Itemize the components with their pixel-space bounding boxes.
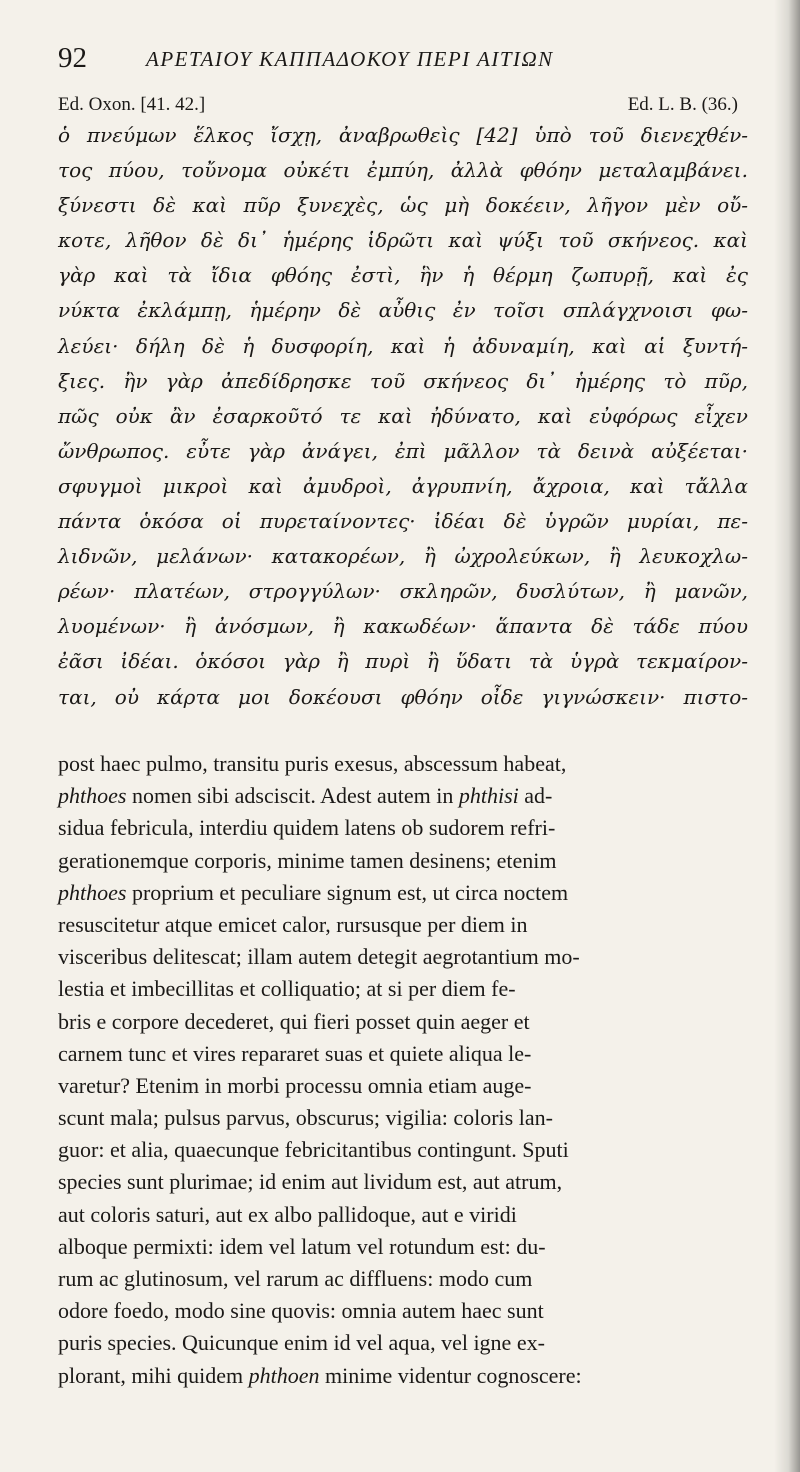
running-head xyxy=(58,40,748,80)
latin-text-line xyxy=(58,1038,734,1070)
latin-text-segment: scunt mala; pulsus parvus, obscurus; vigilia: coloris lan- xyxy=(58,1105,553,1131)
latin-text-segment: lestia et imbecillitas et colliquatio; at si per diem fe- xyxy=(58,976,516,1002)
greek-text-line: ὤνθρωπος. εὖτε γὰρ ἀνάγει, ἐπὶ μᾶλλον τὰ δεινὰ αὐξέεται· xyxy=(58,438,748,463)
latin-text-segment: bris e corpore decederet, qui fieri posset quin aeger et xyxy=(58,1008,530,1034)
latin-text-line xyxy=(58,1166,734,1198)
latin-text-line xyxy=(58,973,734,1005)
latin-text-segment: nomen sibi adsciscit. Adest autem in xyxy=(126,783,459,809)
greek-text-line: τος πύου, τοὔνομα οὐκέτι ἐμπύη, ἀλλὰ φθόην μεταλαμβάνει. xyxy=(58,158,748,183)
latin-text-line xyxy=(58,941,734,973)
latin-text-line xyxy=(58,780,734,812)
latin-text-line xyxy=(58,1295,734,1327)
latin-text-segment: plorant, mihi quidem xyxy=(58,1362,249,1388)
latin-text-line xyxy=(58,1102,734,1134)
greek-text-line: πῶς οὐκ ἂν ἐσαρκοῦτό τε καὶ ἠδύνατο, καὶ εὐφόρως εἶχεν xyxy=(58,403,748,428)
latin-text-line xyxy=(58,909,734,941)
latin-text-segment: resuscitetur atque emicet calor, rursusque per diem in xyxy=(58,911,528,937)
latin-text-segment: minime videntur cognoscere: xyxy=(319,1362,582,1388)
greek-text-line: ξύνεστι δὲ καὶ πῦρ ξυνεχὲς, ὡς μὴ δοκέειν, λῆγον μὲν οὔ- xyxy=(58,193,749,218)
latin-text-segment: varetur? Etenim in morbi processu omnia etiam auge- xyxy=(58,1072,532,1098)
greek-text-line: λεύει· δήλη δὲ ἡ δυσφορίη, καὶ ἡ ἀδυναμίη, καὶ αἱ ξυντή- xyxy=(58,333,748,358)
latin-text-line xyxy=(58,845,734,877)
latin-text-segment: guor: et alia, quaecunque febricitantibus contingunt. Sputi xyxy=(58,1137,569,1163)
greek-text-line: πάντα ὁκόσα οἱ πυρεταίνοντες· ἰδέαι δὲ ὑγρῶν μυρίαι, πε- xyxy=(58,509,749,534)
edition-oxon-reference: Ed. Oxon. [41. 42.] xyxy=(58,94,206,115)
latin-text-segment: visceribus delitescat; illam autem detegit aegrotantium mo- xyxy=(58,944,580,970)
latin-translation-block xyxy=(58,748,734,1392)
greek-text-line: ἐᾶσι ἰδέαι. ὁκόσοι γὰρ ἢ πυρὶ ἢ ὕδατι τὰ ὑγρὰ τεκμαίρον- xyxy=(58,649,748,674)
latin-text-segment: puris species. Quicunque enim id vel aqua, vel igne ex- xyxy=(58,1330,545,1356)
latin-text-segment: ad- xyxy=(518,783,553,809)
latin-text-line xyxy=(58,1360,734,1392)
latin-text-line xyxy=(58,877,734,909)
latin-text-segment: aut coloris saturi, aut ex albo pallidoque, aut e viridi xyxy=(58,1201,517,1227)
latin-italic-term: phthoen xyxy=(248,1362,320,1388)
latin-italic-term: phthisi xyxy=(458,783,519,809)
greek-text-line: ὁ πνεύμων ἕλκος ἴσχῃ, ἀναβρωθεὶς [42] ὑπὸ τοῦ διενεχθέν- xyxy=(58,123,749,147)
greek-text-line: ται, οὐ κάρτα μοι δοκέουσι φθόην οἶδε γιγνώσκειν· πιστο- xyxy=(58,684,749,709)
latin-text-line xyxy=(58,748,734,780)
greek-text-line: γὰρ καὶ τὰ ἴδια φθόης ἐστὶ, ἣν ἡ θέρμη ζωπυρῇ, καὶ ἐς xyxy=(58,263,748,288)
running-title: ΑΡΕΤΑΙΟΥ ΚΑΠΠΑΔΟΚΟΥ ΠΕΡΙ ΑΙΤΙΩΝ xyxy=(146,47,554,71)
greek-text-line: νύκτα ἐκλάμπῃ, ἡμέρην δὲ αὖθις ἐν τοῖσι σπλάγχνοισι φω- xyxy=(58,298,748,323)
greek-text-line: ξιες. ἢν γὰρ ἀπεδίδρησκε τοῦ σκήνεος δι᾽ ἡμέρης τὸ πῦρ, xyxy=(58,368,749,393)
latin-text-segment: sidua febricula, interdiu quidem latens ob sudorem refri- xyxy=(58,815,556,841)
latin-text-line xyxy=(58,1327,734,1359)
latin-text-segment: species sunt plurimae; id enim aut lividum est, aut atrum, xyxy=(58,1169,563,1195)
page-number: 92 xyxy=(58,42,87,74)
latin-text-line xyxy=(58,1006,734,1038)
edition-lb-reference: Ed. L. B. (36.) xyxy=(627,94,738,115)
greek-text-line: λυομένων· ἢ ἀνόσμων, ἢ κακωδέων· ἅπαντα δὲ τάδε πύου xyxy=(58,614,748,639)
greek-text-line: σφυγμοὶ μικροὶ καὶ ἀμυδροὶ, ἀγρυπνίη, ἄχροια, καὶ τἄλλα xyxy=(58,473,748,498)
greek-text-block xyxy=(58,118,748,715)
edition-reference-line xyxy=(58,92,738,118)
latin-text-segment: proprium et peculiare signum est, ut circa noctem xyxy=(126,879,569,905)
latin-text-line xyxy=(58,1231,734,1263)
latin-italic-term: phthoes xyxy=(58,783,127,809)
greek-text-line: ρέων· πλατέων, στρογγύλων· σκληρῶν, δυσλύτων, ἢ μανῶν, xyxy=(58,579,748,604)
latin-text-segment: gerationemque corporis, minime tamen desinens; etenim xyxy=(58,847,557,873)
latin-text-segment: odore foedo, modo sine quovis: omnia autem haec sunt xyxy=(58,1298,544,1324)
latin-text-segment: carnem tunc et vires repararet suas et quiete aliqua le- xyxy=(58,1040,532,1066)
latin-text-line xyxy=(58,812,734,844)
latin-text-segment: alboque permixti: idem vel latum vel rotundum est: du- xyxy=(58,1233,546,1259)
latin-text-line xyxy=(58,1199,734,1231)
latin-italic-term: phthoes xyxy=(58,879,127,905)
greek-text-line: λιδνῶν, μελάνων· κατακορέων, ἢ ὠχρολεύκων, ἢ λευκοχλω- xyxy=(58,544,748,569)
latin-text-line xyxy=(58,1263,734,1295)
latin-text-segment: rum ac glutinosum, vel rarum ac diffluens: modo cum xyxy=(58,1266,533,1291)
latin-text-line xyxy=(58,1134,734,1166)
latin-text-line xyxy=(58,1070,734,1102)
latin-text-segment: post haec pulmo, transitu puris exesus, abscessum habeat, xyxy=(58,751,567,776)
page-gutter-shadow xyxy=(774,0,800,1472)
greek-text-line: κοτε, λῆθον δὲ δι᾽ ἡμέρης ἱδρῶτι καὶ ψύξι τοῦ σκήνεος. καὶ xyxy=(58,228,748,253)
